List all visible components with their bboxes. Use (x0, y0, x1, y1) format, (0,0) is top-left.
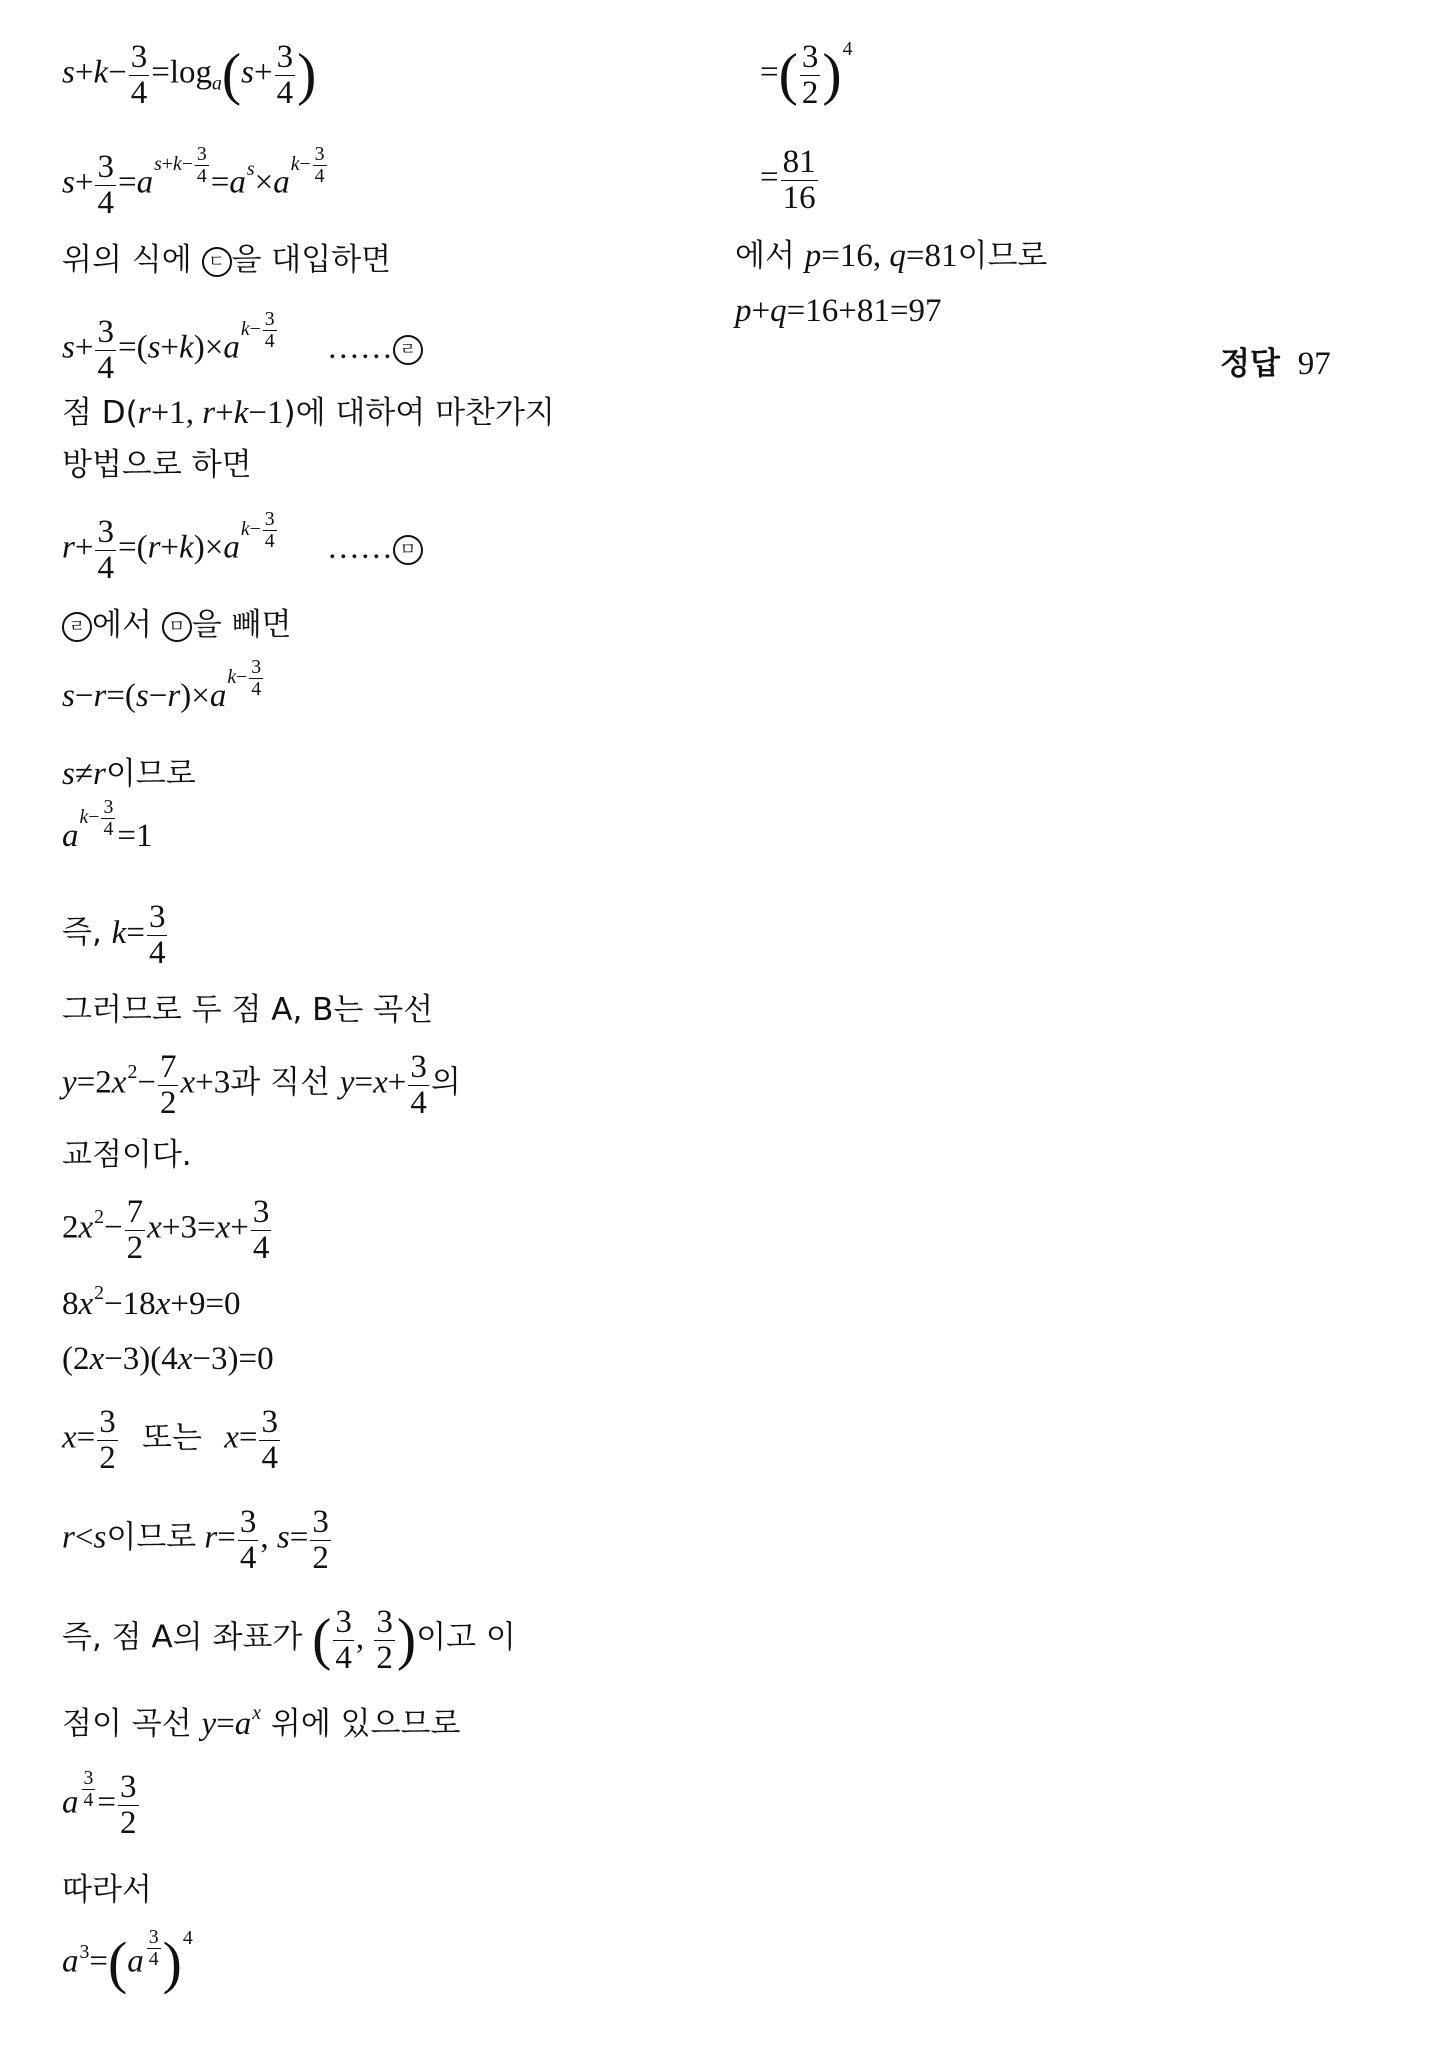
text-method: 방법으로 하면 (62, 447, 252, 483)
eq-a-cubed: $a^3=(a$ $^{\frac{3}{4}}$ )$^4$ (62, 1925, 193, 1995)
eq-curve-line: $y=2x^2-$ $\frac{7}{2}$ x+3과 직선 y=x+ $\frac{3}{4}$ 의 (62, 1049, 461, 1121)
eq-three-halves-power: =( $\frac{3}{2}$ )$^4$ (760, 38, 853, 111)
circled-e-icon: ㅁ (162, 612, 192, 642)
eq-log-relation: s+k− $\frac{3}{4}$ $=\log_a(s+$ $\frac{3}{4}$ ) (62, 39, 317, 111)
eq-a-power: a $^{\frac{3}{4}}$ = $\frac{3}{2}$ (62, 1767, 137, 1841)
text-point-a-coord: 즉, 점 A의 좌표가 ( $\frac{3}{4}$ , $\frac{3}{2}$ )이고 이 (62, 1604, 516, 1676)
answer-label: 정답 (1220, 346, 1280, 382)
eq-label-e: r+ $\frac{3}{4}$ $=(r+k)\times a^{k- \frac{3}{4}}$ …… ㅁ (62, 515, 423, 585)
text-thus: 따라서 (62, 1872, 152, 1908)
text-s-ne-r: s≠r이므로 (62, 756, 196, 792)
text-subtract: ㄹ 에서 ㅁ 을 빼면 (62, 610, 291, 642)
circled-e-icon: ㅁ (393, 535, 423, 565)
eq-difference: $s-r=(s-r)\times a^{k- \frac{3}{4}}$ (62, 656, 262, 714)
circled-c-icon: ㄷ (202, 247, 232, 277)
eq-result-fraction: = $\frac{81}{16}$ (760, 144, 816, 216)
eq-power-one: $a^{k- \frac{3}{4}}$ =1 (62, 796, 153, 854)
text-two-points: 그러므로 두 점 A, B는 곡선 (62, 992, 434, 1028)
eq-intersect: $2x^2-$ $\frac{7}{2}$ x+3=x+ $\frac{3}{4}$ (62, 1194, 270, 1266)
text-p-q-values: 에서 p=16, q=81이므로 (735, 238, 1048, 274)
eq-roots: x= $\frac{3}{2}$ 또는 x= $\frac{3}{4}$ (62, 1404, 278, 1476)
text-intersection: 교점이다. (62, 1137, 192, 1173)
circled-d-icon: ㄹ (62, 612, 92, 642)
text-on-curve: 점이 곡선 $y=a^x$ 위에 있으므로 (62, 1702, 461, 1742)
eq-exponent-form: s+ $\frac{3}{4}$ $=a^{s+k- \frac{3}{4}}$ $=a^s\times a^{k- \frac{3}{4}}$ (62, 143, 325, 221)
eq-r-s-values: r<s이므로 r= $\frac{3}{4}$ , s= $\frac{3}{2}$ (62, 1504, 329, 1576)
text-substitute-c: 위의 식에 ㄷ 을 대입하면 (62, 242, 392, 278)
eq-factored: (2x−3)(4x−3)=0 (62, 1341, 274, 1377)
eq-quadratic: $8x^2-18x+9=0$ (62, 1282, 241, 1322)
answer-value: 97 (1297, 346, 1331, 382)
eq-label-d: s+ $\frac{3}{4}$ $=(s+k)\times a^{k- \frac{3}{4}}$ …… ㄹ (62, 315, 423, 385)
eq-p-plus-q: p+q=16+81=97 (735, 293, 942, 329)
answer-line (1220, 348, 1331, 381)
text-point-d: 점 D(r+1, r+k−1)에 대하여 마찬가지 (62, 395, 555, 431)
circled-d-icon: ㄹ (393, 335, 423, 365)
text-k-value: 즉, k= $\frac{3}{4}$ (62, 899, 166, 971)
